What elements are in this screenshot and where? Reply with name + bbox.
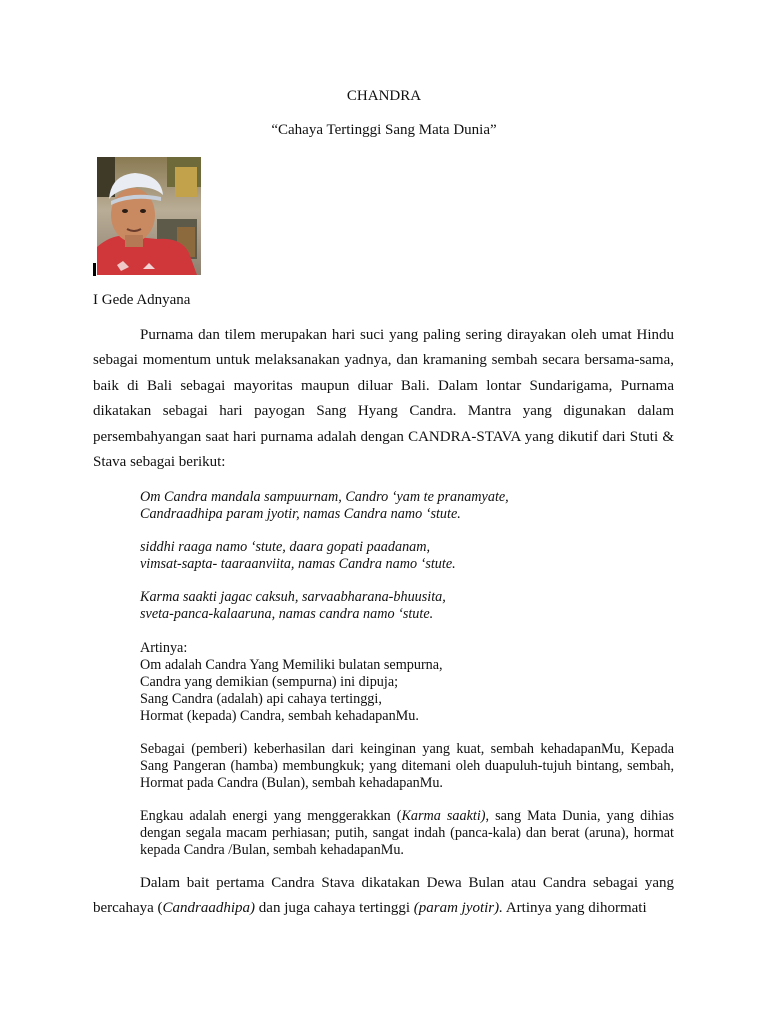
meaning-block-1 bbox=[140, 640, 674, 725]
document-subtitle: “Cahaya Tertinggi Sang Mata Dunia” bbox=[271, 122, 497, 138]
meaning-1-line-2: Candra yang demikian (sempurna) ini dipuja; bbox=[140, 674, 399, 690]
meaning-3-text-a: Engkau adalah energi yang menggerakkan ( bbox=[140, 808, 402, 824]
closing-italic-1: Candraadhipa) bbox=[162, 900, 256, 917]
meaning-1-line-1: Om adalah Candra Yang Memiliki bulatan sempurna, bbox=[140, 657, 443, 673]
author-portrait-image bbox=[97, 157, 201, 275]
verse-2 bbox=[140, 539, 674, 573]
meaning-block-3 bbox=[140, 808, 674, 859]
document-title: CHANDRA bbox=[346, 88, 422, 104]
author-photo bbox=[97, 157, 201, 275]
closing-text-a: Dalam bait pertama Candra Stava dikatakan Dewa Bulan atau Candra sebagai yang bercahaya ( bbox=[93, 875, 674, 917]
verse-3-line-2: sveta-panca-kalaaruna, namas candra namo ‘stute. bbox=[140, 606, 434, 622]
verse-3-line-1: Karma saakti jagac caksuh, sarvaabharana-bhuusita, bbox=[140, 589, 446, 605]
meaning-block-2: Sebagai (pemberi) keberhasilan dari keinginan yang kuat, sembah kehadapanMu, Kepada Sang Pangeran (hamba) membungkuk; yang ditemani oleh duapuluh-tujuh bintang, sembah, Hormat pada Candra (Bulan), sembah kehadapanMu. bbox=[140, 741, 674, 791]
meaning-heading: Artinya: bbox=[140, 640, 188, 656]
verse-1-line-2: Candraadhipa param jyotir, namas Candra namo ‘stute. bbox=[140, 506, 461, 522]
verse-3 bbox=[140, 589, 674, 623]
closing-text-c: Artinya yang dihormati bbox=[502, 900, 647, 917]
closing-italic-2: (param jyotir). bbox=[413, 900, 503, 917]
meaning-3-text-b: , sang Mata Dunia, yang dihias dengan segala macam perhiasan; putih, sangat indah (panca-kala) dan berat (aruna), hormat kepada Candra /Bulan, sembah kehadapanMu. bbox=[140, 808, 675, 858]
closing-paragraph bbox=[93, 871, 674, 922]
text-cursor-marker bbox=[93, 263, 96, 276]
verse-2-line-2: vimsat-sapta- taaraanviita, namas Candra namo ‘stute. bbox=[140, 556, 456, 572]
meaning-3-italic: Karma saakti) bbox=[401, 808, 486, 824]
meaning-1-line-4: Hormat (kepada) Candra, sembah kehadapanMu. bbox=[140, 708, 419, 724]
author-name: I Gede Adnyana bbox=[93, 292, 191, 308]
verse-1 bbox=[140, 489, 674, 523]
meaning-1-line-3: Sang Candra (adalah) api cahaya tertinggi, bbox=[140, 691, 382, 707]
closing-text-b: dan juga cahaya tertinggi bbox=[255, 900, 414, 917]
verse-1-line-1: Om Candra mandala sampuurnam, Candro ‘yam te pranamyate, bbox=[140, 489, 509, 505]
intro-paragraph: Purnama dan tilem merupakan hari suci yang paling sering dirayakan oleh umat Hindu sebagai momentum untuk melaksanakan yadnya, dan kramaning sembah secara bersama-sama, baik di Bali sebagai mayoritas maupun diluar Bali. Dalam lontar Sundarigama, Purnama dikatakan sebagai hari payogan Sang Hyang Candra. Mantra yang digunakan dalam persembahyangan saat hari purnama adalah dengan CANDRA-STAVA yang dikutif dari Stuti & Stava sebagai berikut: bbox=[93, 327, 674, 471]
verse-2-line-1: siddhi raaga namo ‘stute, daara gopati paadanam, bbox=[140, 539, 431, 555]
